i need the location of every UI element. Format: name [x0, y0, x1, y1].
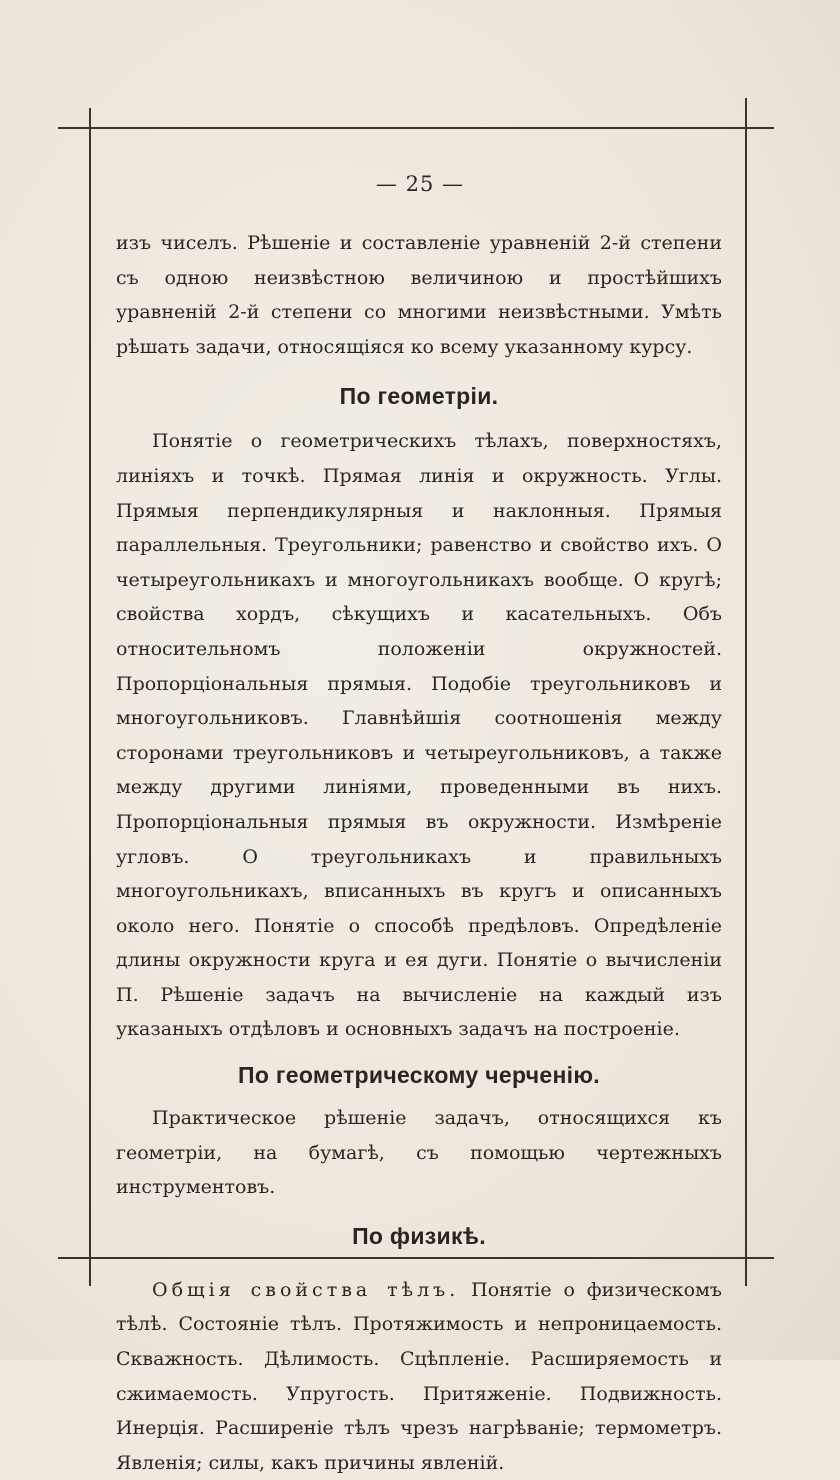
physics-paragraph [116, 1273, 722, 1480]
left-border-rule [89, 108, 91, 1286]
intro-paragraph: изъ чиселъ. Рѣшеніе и составленіе уравненій 2-й степени съ одною неизвѣстною величиною и простѣйшихъ уравненій 2-й степени со многими неизвѣстными. Умѣть рѣшать задачи, относящіяся ко всему указанному курсу. [116, 232, 722, 358]
geometry-paragraph: Понятіе о геометрическихъ тѣлахъ, поверхностяхъ, линіяхъ и точкѣ. Прямая линія и окружность. Углы. Прямыя перпендикулярныя и наклонныя. Прямыя параллельныя. Треугольники; равенство и свойство ихъ. О четыреугольникахъ и многоугольникахъ вообще. О кругѣ; свойства хордъ, сѣкущихъ и касательныхъ. Объ относительномъ положеніи окружностей. Пропорціональныя прямыя. Подобіе треугольниковъ и многоугольниковъ. Главнѣйшія соотношенія между сторонами треугольниковъ и четыреугольниковъ, а также между другими линіями, проведенными въ нихъ. Пропорціональныя прямыя въ окружности. Измѣреніе угловъ. О треугольникахъ и правильныхъ многоугольникахъ, вписанныхъ въ кругъ и описанныхъ около него. Понятіе о способѣ предѣловъ. Опредѣленіе длины окружности круга и ея дуги. Понятіе о вычисленіи П. Рѣшеніе задачъ на вычисленіе на каждый изъ указаныхъ отдѣловъ и основныхъ задачъ на построеніе. [116, 430, 722, 1041]
heading-geometry: По геометріи. [339, 383, 499, 410]
heading-physics: По физикѣ. [352, 1222, 486, 1249]
right-border-rule [745, 98, 747, 1286]
physics-paragraph-text: Понятіе о физическомъ тѣлѣ. Состояніе тѣлъ. Протяжимость и непроницаемость. Скважность. Дѣлимость. Сцѣпленіе. Расширяемость и сжимаемость. Упругость. Притяженіе. Подвижность. Инерція. Расширеніе тѣлъ чрезъ нагрѣваніе; термометръ. Явленія; силы, какъ причины явленій. [116, 1278, 722, 1474]
heading-geometric-drawing: По геометрическому черченію. [237, 1062, 600, 1089]
drawing-paragraph: Практическое рѣшеніе задачъ, относящихся къ геометріи, на бумагѣ, съ помощью чертежныхъ инструментовъ. [116, 1107, 722, 1199]
page-body [116, 226, 722, 1480]
physics-lead-phrase: Общія свойства тѣлъ. [152, 1278, 460, 1301]
page-number: — 25 — [375, 172, 465, 196]
top-border-rule [58, 127, 774, 129]
